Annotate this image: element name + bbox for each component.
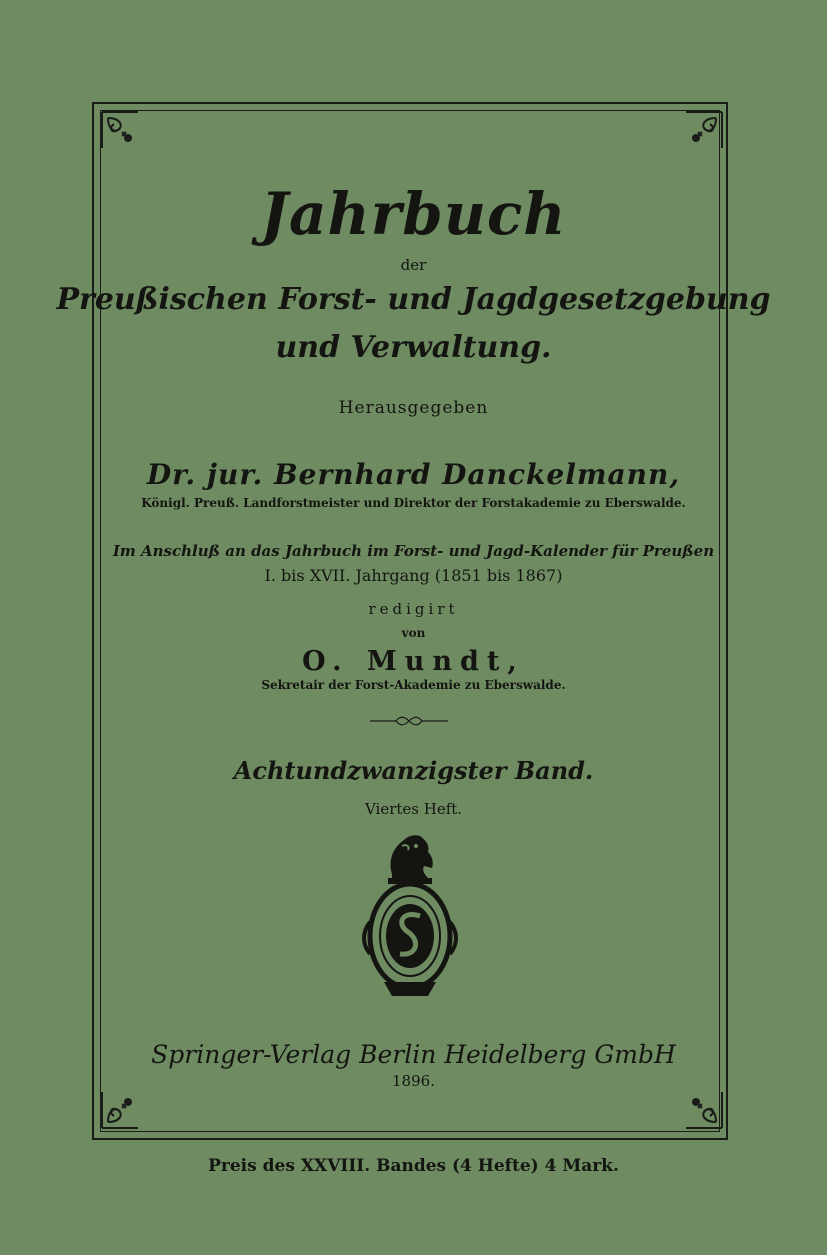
- editor-name: Dr. jur. Bernhard Danckelmann,: [146, 458, 681, 491]
- title-connector: der: [400, 256, 427, 274]
- redigirt-label: redigirt: [368, 600, 459, 618]
- publisher-name: Springer-Verlag Berlin Heidelberg GmbH: [151, 1040, 676, 1069]
- corner-ornament-icon: [682, 1088, 726, 1132]
- anschluss-line-2: I. bis XVII. Jahrgang (1851 bis 1867): [264, 566, 563, 585]
- divider-ornament-icon: [370, 714, 448, 728]
- springer-knight-seal-icon: [362, 832, 458, 1000]
- subtitle-line-1: Preußischen Forst- und Jagdgesetzgebung: [56, 282, 771, 317]
- redactor-name: O. Mundt,: [302, 646, 525, 677]
- publication-year: 1896.: [392, 1072, 435, 1090]
- issue-label: Viertes Heft.: [364, 800, 463, 818]
- book-title: Jahrbuch: [260, 180, 567, 248]
- corner-ornament-icon: [98, 1088, 142, 1132]
- volume-label: Achtundzwanzigster Band.: [233, 756, 594, 785]
- price-note: Preis des XXVIII. Bandes (4 Hefte) 4 Mark.: [208, 1156, 619, 1176]
- herausgegeben-label: Herausgegeben: [338, 398, 489, 418]
- redactor-title: Sekretair der Forst-Akademie zu Eberswalde.: [261, 678, 566, 692]
- corner-ornament-icon: [682, 108, 726, 152]
- von-label: von: [401, 626, 426, 640]
- anschluss-line-1: Im Anschluß an das Jahrbuch im Forst- und Jagd-Kalender für Preußen: [112, 542, 715, 560]
- corner-ornament-icon: [98, 108, 142, 152]
- subtitle-line-2: und Verwaltung.: [275, 330, 552, 365]
- editor-title: Königl. Preuß. Landforstmeister und Direktor der Forstakademie zu Eberswalde.: [141, 496, 686, 510]
